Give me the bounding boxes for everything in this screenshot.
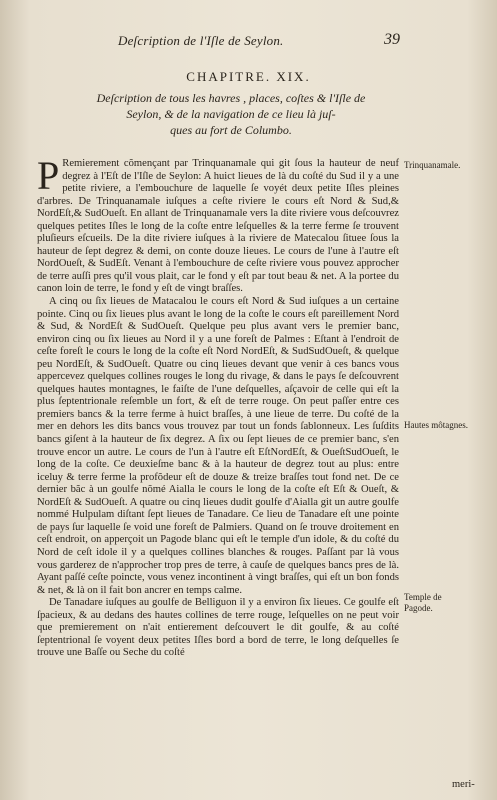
paragraph: A cinq ou ſix lieues de Matacalou le cours eſt Nord & Sud iuſques a un certaine pointe. Cinq ou ſix lieues plus avant le long de la coſte le cours eſt pareillement Nord & Sud, & NordEſt & SudOueſt. Quelque peu plus avant vers le premier banc, environ cinq ou ſix lieues au Nord il y a une foreſt de Palmes : Eſtant à l'endroit de ceſte foreſt le cours le long de la coſte eſt Nord NordEſt, & SudSudOueſt, & quelque peu NordEſt, & SudOueſt. Quatre ou cinq lieues devant que venir à ces bancs vous appercevez quelques collines rouges le long du rivage, & dans le pays ſe deſcouvrent quelques hautes montagnes, le faiſte de l'une deſquelles, aſçavoir de celle qui eſt la plus ſeptentrionale reſemble un fort, & eſt de terre rouge. On peut paſſer entre ces premiers bancs & la terre ferme à huict braſſes, à une lieue de terre. Du coſté de la mer en dehors les dits bancs vous trouvez par tout un fonds ſablonneux. Les ſuſdits bancs giſent à la hauteur de ſix degrez. A ſix ou ſept lieues de ce premier banc, s'en trouve encor un autre. Le cours de l'un à l'autre eſt EſtNordEſt, & OueſtSudOueſt, le long de la coſte. Ce deuxieſme banc & à la hauteur de degrez tout au plus: entre iceluy & terre ferme la profõdeur eſt de douze & treize braſſes tout fond net. De ce dernier bãc à un goulfe nõmé Aialla le cours le long de la coſte eſt Eſt & Oueſt, & NordEſt & SudOueſt. A quatre ou cinq lieues dudit goulfe d'Aialla git un autre goulfe nommé Hulpulam diſtant ſept lieues de Tanadare. Ce lieu de Tanadare eſt une pointe de pays ſur laquelle ſe void une foreſt de Palmiers. Quand on ſe trouve droitement en ceſt endroit, on apperçoit un Pagode blanc qui eſt le temple d'un idole, & du coſté du Nord de ceſt idole il y a quelques collines blanches & rouges. Paſſant par là vous vous garderez de n'approcher trop pres de terre, à cauſe de quelques bancs pres de là. Ayant paſſé ceſte poincte, vous venez incontinent à vingt braſſes, qui eſt un bon fonds & net, & là on il fait bon ancrer en temps calme. <box>37 296 399 596</box>
page-header <box>0 33 497 55</box>
body-text <box>37 153 399 660</box>
margin-note-trinquanamale: Trinquanamale. <box>404 160 461 170</box>
chapter-title-line: Deſcription de tous les havres , places, coſtes & l'Iſle de <box>96 91 366 105</box>
catchword: meri- <box>452 779 475 790</box>
paragraph-text: Remierement cõmençant par Trinquanamale qui git ſous la hauteur de neuf degrez à l'Eſt de l'Iſle de Seylon: A huict lieues de là du coſté du Sud il y a une petite riviere, a l'embouchure de laquelle ſe voyét deux petite Iſles pleines d'arbres. De Trinquanamale iuſques a ceſte riviere le cours eſt Nord & Sud,& NordEſt,& SudOueſt. En allant de Trinquanamale vers la dite riviere vous deſcouvrez quelques petites Iſles le long de la coſte entre leſquelles & la terre ferme ſe trouvent pluſieurs eſcueils. De la dite riviere iuſques à la riviere de Matecalou ſituee ſous la hauteur de ſept degrez & demi, on conte douze lieues. Le cours de l'une à l'autre eſt NordOueſt, & SudEſt. Venant à l'embouchure de ceſte riviere vous pouvez approcher de terre auſſi pres qu'il vous plait, car le fond y eſt par tout beau & net. A la portee du canon loin de terre, le fond y eſt de vingt braſſes. <box>37 158 399 295</box>
paragraph: De Tanadare iuſques au goulfe de Belliguon il y a environ ſix lieues. Ce goulfe eſt ſpacieux, & au dedans des hautes collines de terre rouge, leſquelles on ne peut voir que premierement on n'ait entierement deſcouvert le dit goulfe, & au coſté ſeptentrional ſe voyent deux petites Iſles bord a bord de terre, le long deſquelles ſe trouve une Baſſe ou Seche du coſté <box>37 597 399 659</box>
paragraph <box>37 153 399 296</box>
chapter-title-line: Seylon, & de la navigation de ce lieu là juſ- <box>126 107 336 121</box>
page-number: 39 <box>384 31 400 48</box>
chapter-title <box>86 90 376 138</box>
running-head: Deſcription de l'Iſle de Seylon. <box>118 33 284 48</box>
chapter-heading: CHAPITRE. XIX. <box>186 69 311 84</box>
margin-note-temple-pagode: Temple de Pagode. <box>404 592 442 613</box>
drop-cap: P <box>37 153 60 198</box>
chapter-title-line: ques au fort de Columbo. <box>170 123 292 137</box>
margin-note-hautes-montagnes: Hautes môtagnes. <box>404 420 468 430</box>
